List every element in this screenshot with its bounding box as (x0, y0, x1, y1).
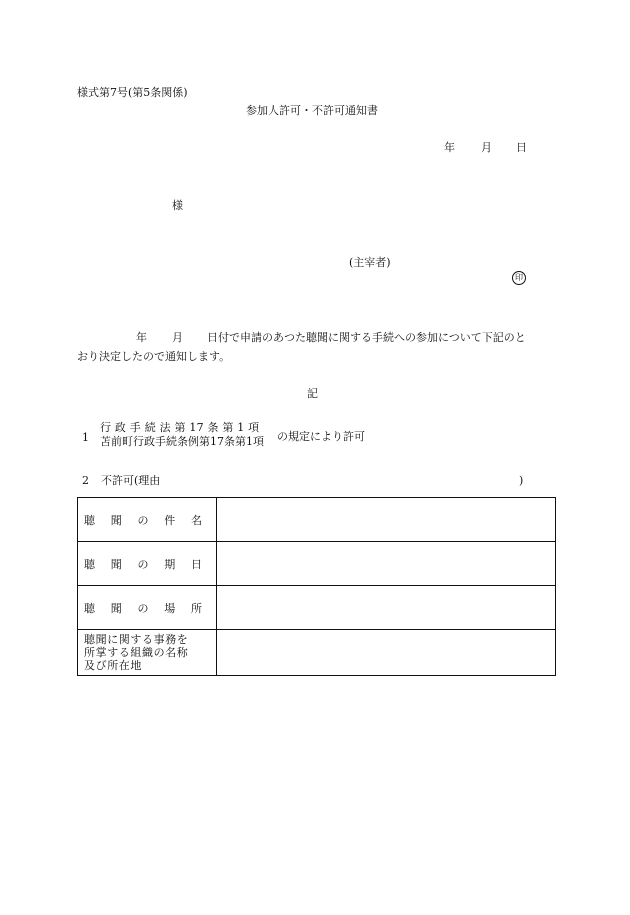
label-char: 聴 (84, 513, 95, 527)
item1-number: 1 (82, 431, 89, 444)
body-month: 月 (172, 331, 183, 344)
body-year: 年 (136, 331, 147, 344)
label-char: の (137, 557, 149, 571)
label-char: 件 (164, 513, 176, 527)
value-cell-date[interactable] (216, 542, 555, 586)
item2-number: 2 (82, 474, 89, 487)
date-year: 年 (444, 141, 455, 154)
date-month: 月 (481, 141, 492, 154)
label-cell-place (78, 586, 217, 630)
law-reference-line1: 行 政 手 続 法 第 17 条 第 1 項 (100, 421, 260, 434)
item2-text: 不許可(理由 (101, 474, 161, 487)
item1-law-references (100, 421, 276, 449)
label-line: 聴聞に関する事務を (84, 633, 189, 646)
table-row (78, 586, 556, 630)
label-char: 聴 (84, 557, 95, 571)
label-line: 及び所在地 (84, 659, 142, 672)
table-row (78, 498, 556, 542)
label-cell-subject (78, 498, 217, 542)
value-cell-subject[interactable] (216, 498, 555, 542)
label-char: 聞 (110, 513, 122, 527)
hearing-info-table (77, 497, 556, 676)
table-row (78, 630, 556, 676)
document-title: 参加人許可・不許可通知書 (246, 104, 378, 117)
label-char: 名 (191, 513, 202, 527)
label-char: 聞 (110, 557, 122, 571)
addressee-suffix: 様 (172, 199, 183, 212)
label-cell-date (78, 542, 217, 586)
date-day: 日 (516, 141, 527, 154)
body-text-line1: 日付で申請のあつた聴聞に関する手続への参加について下記のと (207, 331, 526, 344)
value-cell-place[interactable] (216, 586, 555, 630)
label-char: の (137, 601, 149, 615)
label-line: 所掌する組織の名称 (84, 646, 189, 659)
body-text-line2: おり決定したので通知します。 (77, 350, 231, 363)
form-number: 様式第7号(第5条関係) (77, 86, 188, 99)
value-cell-organization[interactable] (216, 630, 555, 676)
label-char: の (137, 513, 149, 527)
label-char: 聴 (84, 601, 95, 615)
sender-label: (主宰者) (349, 256, 391, 269)
label-char: 場 (164, 601, 176, 615)
label-char: 日 (191, 557, 202, 571)
ki-heading: 記 (307, 387, 318, 400)
label-cell-organization (78, 630, 217, 676)
law-reference-line2: 苫前町行政手続条例第17条第1項 (100, 435, 264, 448)
item1-suffix: の規定により許可 (277, 430, 365, 443)
table-row (78, 542, 556, 586)
seal-mark: 印 (512, 271, 526, 285)
label-char: 期 (164, 557, 176, 571)
label-char: 聞 (110, 601, 122, 615)
label-char: 所 (191, 601, 202, 615)
item2-close-paren: ) (519, 474, 524, 487)
